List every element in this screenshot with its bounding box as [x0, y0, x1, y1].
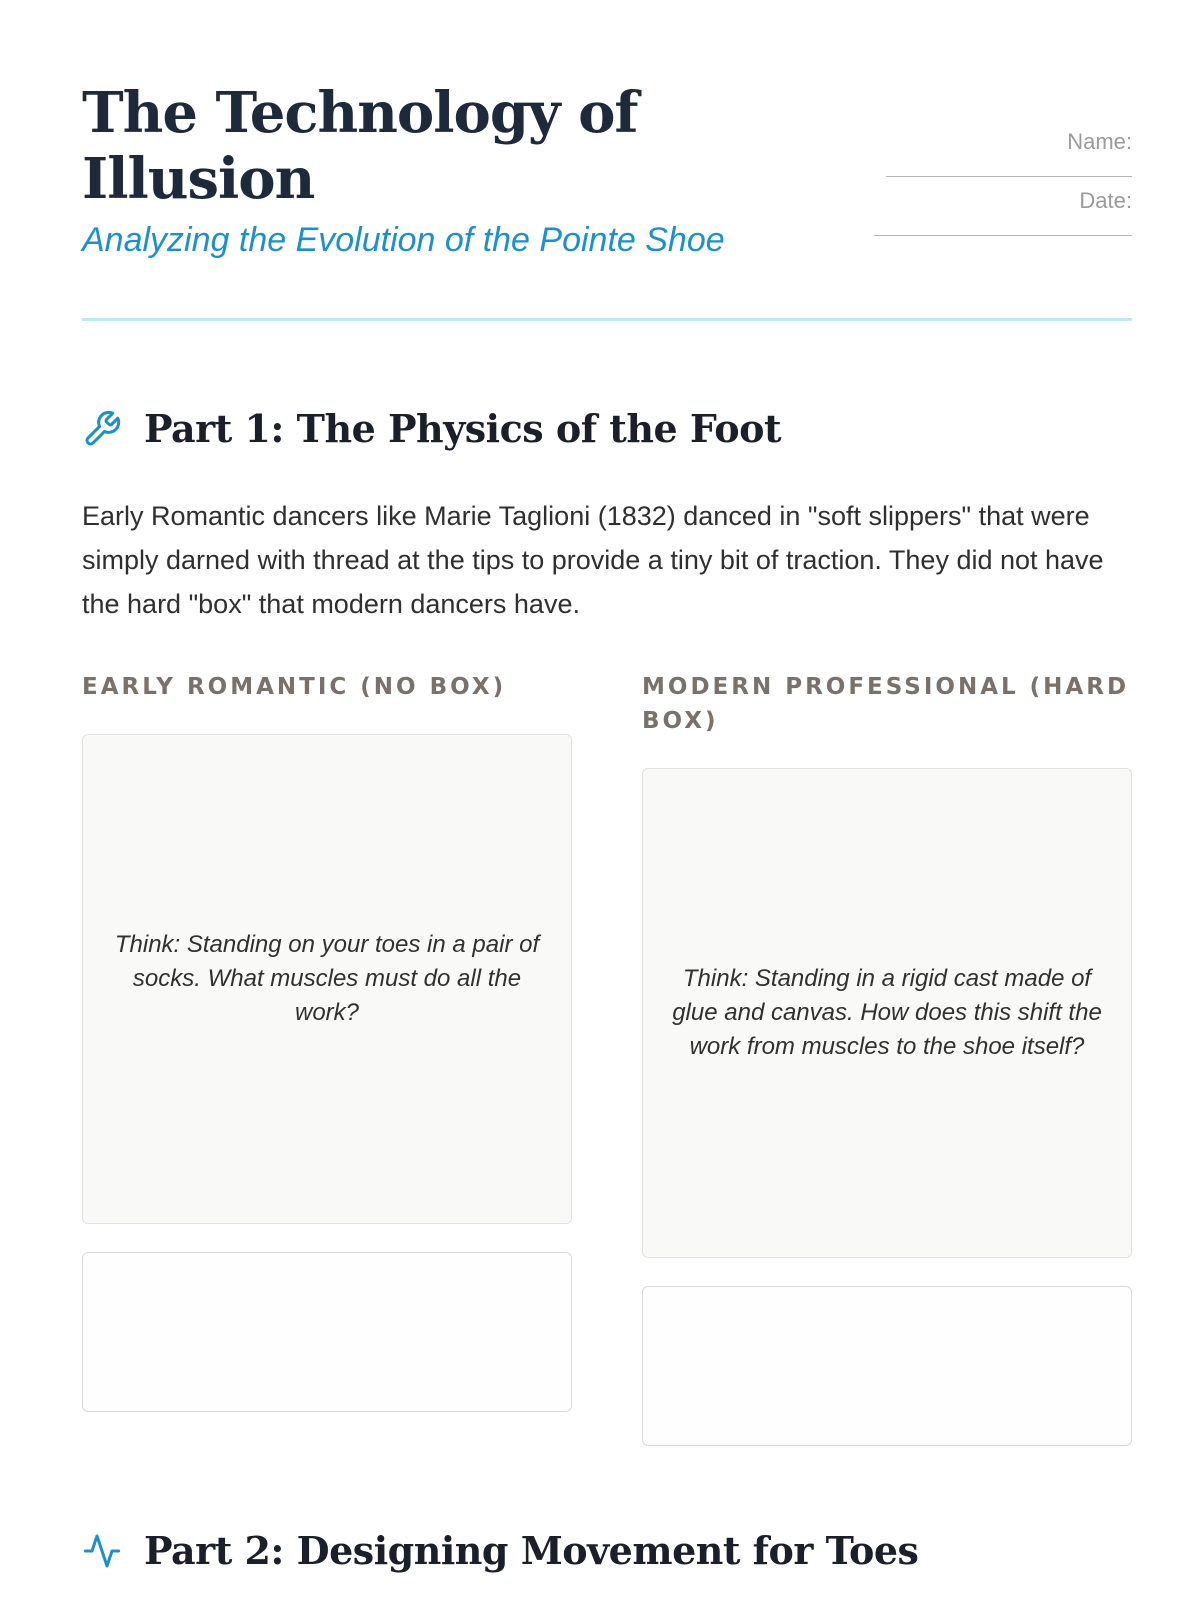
wrench-icon [82, 409, 122, 449]
date-field[interactable] [874, 215, 1132, 236]
early-romantic-think-box [82, 734, 572, 1224]
early-romantic-label: EARLY ROMANTIC (NO BOX) [82, 674, 507, 700]
modern-professional-think-box [642, 768, 1132, 1258]
early-romantic-column [82, 670, 572, 1412]
part1-intro: Early Romantic dancers like Marie Taglioni (1832) danced in "soft slippers" that were simply darned with thread at the tips to provide a tiny bit of traction. They did not have the hard "box" that modern dancers have. [82, 501, 1104, 619]
date-label: Date: [1079, 188, 1132, 213]
pulse-icon [82, 1531, 122, 1571]
early-romantic-answer-box[interactable] [82, 1252, 572, 1412]
name-date-block [862, 128, 1132, 246]
early-romantic-prompt: Think: Standing on your toes in a pair of socks. What muscles must do all the work? [114, 931, 540, 1026]
part2-title: Part 2: Designing Movement for Toes [144, 1528, 919, 1573]
part2-heading [82, 1528, 918, 1573]
header-divider [82, 318, 1132, 321]
modern-professional-answer-box[interactable] [642, 1286, 1132, 1446]
name-field[interactable] [886, 156, 1132, 177]
name-label: Name: [1067, 129, 1132, 154]
modern-professional-label: MODERN PROFESSIONAL (HARD BOX) [642, 674, 1130, 734]
page-title: The Technology of Illusion [82, 80, 638, 212]
worksheet-header [82, 0, 1132, 320]
part1-heading [82, 406, 781, 451]
modern-professional-prompt: Think: Standing in a rigid cast made of glue and canvas. How does this shift the work from muscles to the shoe itself? [672, 965, 1102, 1060]
part1-title: Part 1: The Physics of the Foot [144, 406, 782, 451]
page-subtitle: Analyzing the Evolution of the Pointe Shoe [82, 221, 725, 259]
modern-professional-column [642, 670, 1132, 1446]
worksheet-page [82, 0, 1132, 1573]
